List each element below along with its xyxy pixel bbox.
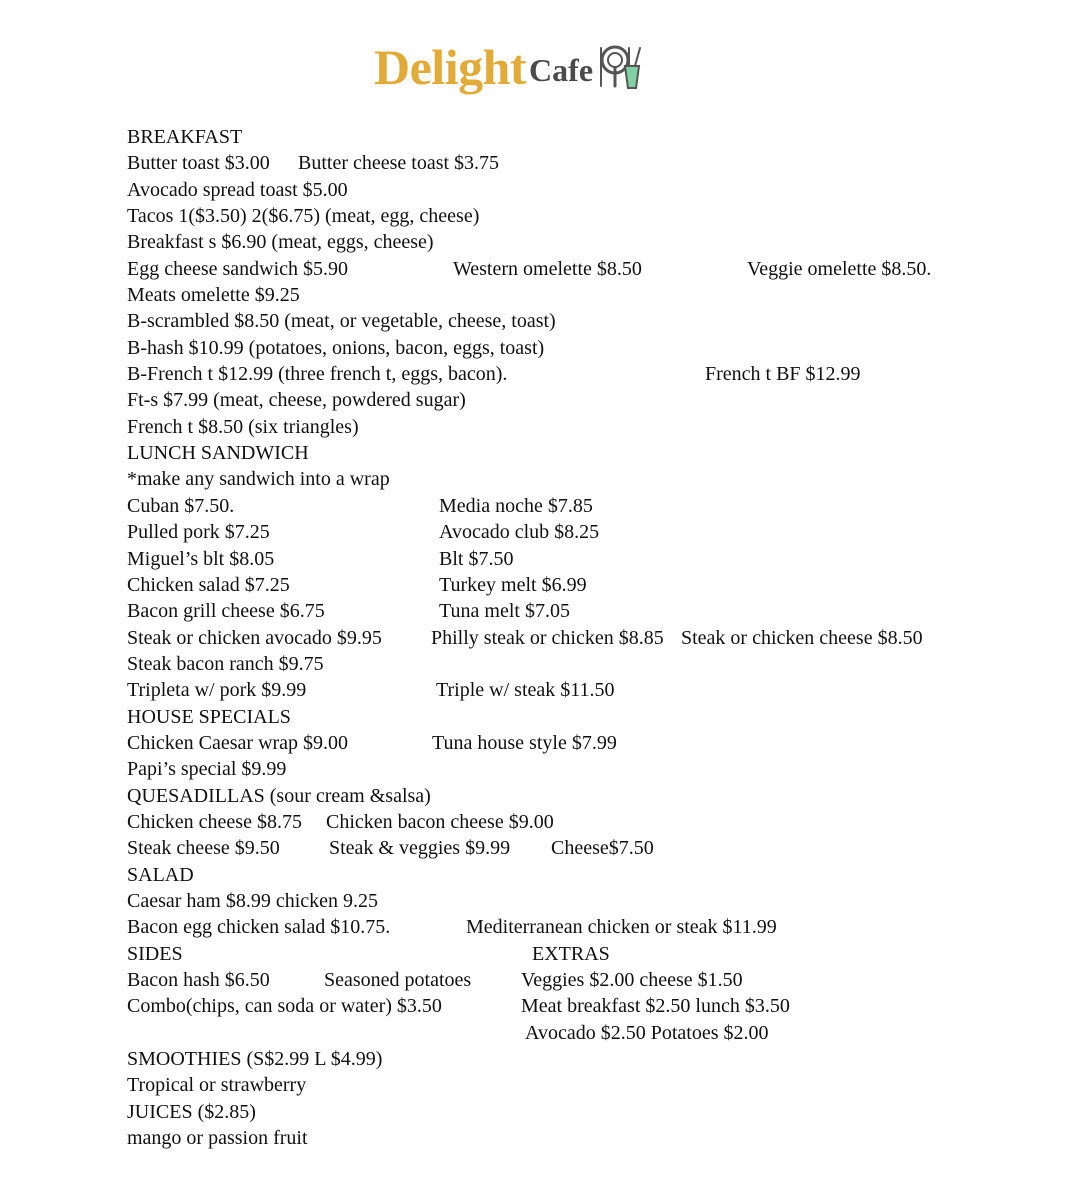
menu-item: Chicken Caesar wrap $9.00 xyxy=(127,731,349,754)
extras-heading: EXTRAS xyxy=(532,942,610,965)
cafe-logo xyxy=(374,28,643,95)
menu-item: Avocado club $8.25 xyxy=(439,521,600,544)
menu-item: Pulled pork $7.25 xyxy=(127,521,270,544)
menu-item: Bacon egg chicken salad $10.75. xyxy=(127,916,391,939)
menu-item: Steak bacon ranch $9.75 xyxy=(127,652,324,675)
menu-item: Avocado spread toast $5.00 xyxy=(127,178,348,201)
menu-item: Tuna melt $7.05 xyxy=(439,600,570,623)
menu-item: B-scrambled $8.50 (meat, or vegetable, cheese, toast) xyxy=(127,310,556,333)
menu-item: Bacon hash $6.50 xyxy=(127,969,270,991)
logo-delight-text: Delight xyxy=(374,39,527,95)
menu-item: Western omelette $8.50 xyxy=(453,257,642,280)
menu-item: Triple w/ steak $11.50 xyxy=(436,679,615,702)
menu-item: Breakfast s $6.90 (meat, eggs, cheese) xyxy=(127,231,434,254)
juices-heading: JUICES ($2.85) xyxy=(127,1100,256,1123)
menu-item: Egg cheese sandwich $5.90 xyxy=(127,257,349,280)
menu-item: Cuban $7.50. xyxy=(127,494,235,517)
menu-item: B-French t $12.99 (three french t, eggs, bacon). xyxy=(127,363,508,386)
menu-item: Meats omelette $9.25 xyxy=(127,284,300,307)
lunch-heading: LUNCH SANDWICH xyxy=(127,442,309,465)
menu-item: Caesar ham $8.99 chicken 9.25 xyxy=(127,889,379,912)
menu-item: French t BF $12.99 xyxy=(705,363,861,386)
lunch-note: *make any sandwich into a wrap xyxy=(127,468,390,491)
menu-item: Steak or chicken cheese $8.50 xyxy=(681,626,923,649)
logo-cafe-text: Cafe xyxy=(529,52,594,88)
menu-item: Bacon grill cheese $6.75 xyxy=(127,600,325,623)
cafe-cup-icon xyxy=(595,38,643,90)
menu-item: Veggie omelette $8.50. xyxy=(747,257,932,280)
menu-item: Tuna house style $7.99 xyxy=(432,731,617,754)
quesadillas-heading: QUESADILLAS (sour cream &salsa) xyxy=(127,784,431,807)
menu-item: Tacos 1($3.50) 2($6.75) (meat, egg, cheese) xyxy=(127,205,480,228)
menu-item: Mediterranean chicken or steak $11.99 xyxy=(466,916,777,939)
menu-item: Turkey melt $6.99 xyxy=(439,573,587,596)
menu-item: Papi’s special $9.99 xyxy=(127,758,287,781)
house-heading: HOUSE SPECIALS xyxy=(127,705,291,728)
menu-item: Veggies $2.00 cheese $1.50 xyxy=(521,969,743,991)
menu-item: Miguel’s blt $8.05 xyxy=(127,547,275,570)
menu-item: Blt $7.50 xyxy=(439,547,514,570)
menu-item: Chicken cheese $8.75 xyxy=(127,810,302,833)
menu-item: Avocado $2.50 Potatoes $2.00 xyxy=(525,1021,769,1044)
menu-item: Tropical or strawberry xyxy=(127,1074,307,1097)
menu-item: Cheese$7.50 xyxy=(551,837,654,860)
menu-text xyxy=(127,124,1027,1151)
menu-item: B-hash $10.99 (potatoes, onions, bacon, eggs, toast) xyxy=(127,336,545,359)
menu-item: Combo(chips, can soda or water) $3.50 xyxy=(127,995,442,1018)
menu-item: Butter toast $3.00 xyxy=(127,152,270,175)
menu-item: Chicken bacon cheese $9.00 xyxy=(326,810,554,833)
salad-heading: SALAD xyxy=(127,863,194,886)
menu-item: Seasoned potatoes xyxy=(324,969,472,991)
sides-heading: SIDES xyxy=(127,942,183,965)
menu-item: Philly steak or chicken $8.85 xyxy=(431,626,664,649)
menu-item: Steak or chicken avocado $9.95 xyxy=(127,626,382,649)
menu-item: mango or passion fruit xyxy=(127,1127,308,1150)
menu-item: Butter cheese toast $3.75 xyxy=(298,152,500,175)
menu-item: Chicken salad $7.25 xyxy=(127,573,290,596)
menu-item: Media noche $7.85 xyxy=(439,494,593,517)
smoothies-heading: SMOOTHIES (S$2.99 L $4.99) xyxy=(127,1048,383,1071)
menu-item: Meat breakfast $2.50 lunch $3.50 xyxy=(521,995,790,1018)
menu-item: French t $8.50 (six triangles) xyxy=(127,415,359,438)
breakfast-heading: BREAKFAST xyxy=(127,126,243,148)
menu-item: Steak cheese $9.50 xyxy=(127,837,280,860)
menu-item: Ft-s $7.99 (meat, cheese, powdered sugar) xyxy=(127,389,466,412)
menu-item: Steak & veggies $9.99 xyxy=(329,837,511,860)
menu-item: Tripleta w/ pork $9.99 xyxy=(127,679,307,702)
